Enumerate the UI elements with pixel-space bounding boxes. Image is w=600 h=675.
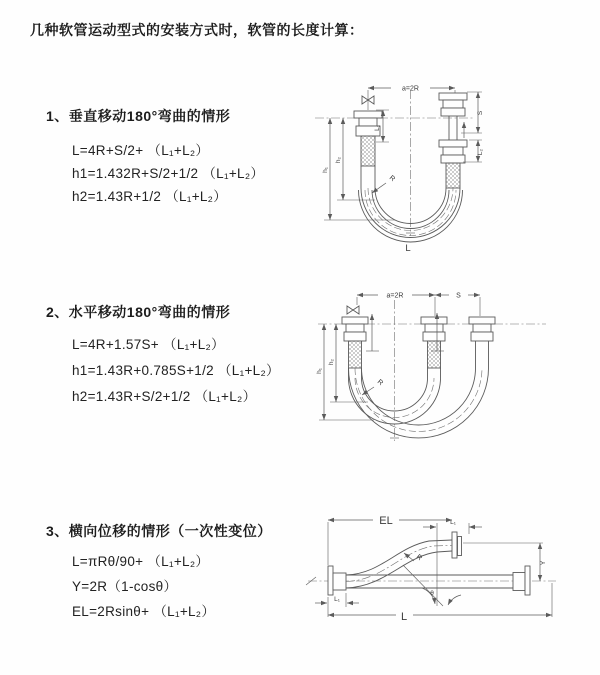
angle-label: θ: [430, 590, 434, 597]
right-fitting-upper: [439, 93, 467, 116]
radius-label: R: [375, 378, 385, 388]
length-label: L: [405, 243, 411, 254]
dim-label-h2: h₂: [328, 358, 335, 366]
radius-label: R: [387, 174, 397, 184]
dim-label-h1: h₁: [316, 368, 323, 374]
braided-hose-2: [428, 341, 441, 368]
fitting-1: [342, 317, 368, 368]
flange-displaced-end: [452, 532, 462, 558]
dim-label-a2r: a=2R: [386, 292, 404, 300]
formula-line: L=4R+S/2+ （L₁+L₂）: [72, 143, 210, 158]
dim-label-h1: h₁: [322, 167, 329, 173]
dim-label-l: L: [400, 611, 408, 623]
formula-line: h1=1.432R+S/2+1/2 （L₁+L₂）: [72, 166, 265, 181]
dim-label-y: Y: [540, 560, 547, 566]
formula-line: h1=1.43R+0.785S+1/2 （L₁+L₂）: [72, 363, 280, 378]
formula-line: Y=2R（1-cosθ）: [72, 579, 178, 594]
section-2-heading: 2、水平移动180°弯曲的情形: [46, 304, 231, 320]
dim-label-l1-left: L₁: [334, 596, 340, 603]
dim-label-s: S: [456, 292, 461, 300]
dim-label-s: S: [477, 110, 484, 116]
section-3-heading: 3、横向位移的情形（一次性变位）: [46, 523, 272, 539]
diagram-lateral-displacement: [303, 503, 588, 648]
dim-label-a2r: a=2R: [402, 85, 419, 93]
formula-line: L=πRθ/90+ （L₁+L₂）: [72, 554, 210, 569]
fitting-2: [421, 317, 447, 368]
formula-line: EL=2Rsinθ+ （L₁+L₂）: [72, 604, 216, 619]
formula-line: h2=1.43R+S/2+1/2 （L₁+L₂）: [72, 389, 257, 404]
page-title: 几种软管运动型式的安装方式时，软管的长度计算：: [30, 22, 364, 38]
section-1-heading: 1、垂直移动180°弯曲的情形: [46, 108, 231, 124]
flange-right-end: [513, 566, 530, 595]
hose-original-position: [346, 575, 513, 588]
dim-label-h2: h₂: [335, 156, 342, 164]
dim-label-l1-top: L₁: [450, 519, 456, 526]
diagram-vertical-180-bend: [313, 76, 568, 258]
right-fitting-lower: [439, 140, 467, 188]
fitting-3: [469, 317, 495, 341]
hose-u-bend-position-2: [349, 368, 489, 438]
diagram-horizontal-180-bend: [316, 283, 556, 463]
formula-line: L=4R+1.57S+ （L₁+L₂）: [72, 337, 225, 352]
radius-label: R: [414, 553, 424, 563]
flange-left-end: [328, 566, 346, 595]
formula-line: h2=1.43R+1/2 （L₁+L₂）: [72, 189, 228, 204]
valve-icon: [347, 306, 359, 314]
braided-hose-right: [446, 163, 460, 188]
dim-label-l1: L₁: [374, 125, 381, 131]
braided-hose-left: [361, 136, 375, 166]
left-fitting: [354, 111, 382, 166]
braided-hose-1: [349, 341, 362, 368]
dim-label-el: EL: [379, 515, 393, 527]
dim-label-l2: L₂: [477, 148, 484, 156]
